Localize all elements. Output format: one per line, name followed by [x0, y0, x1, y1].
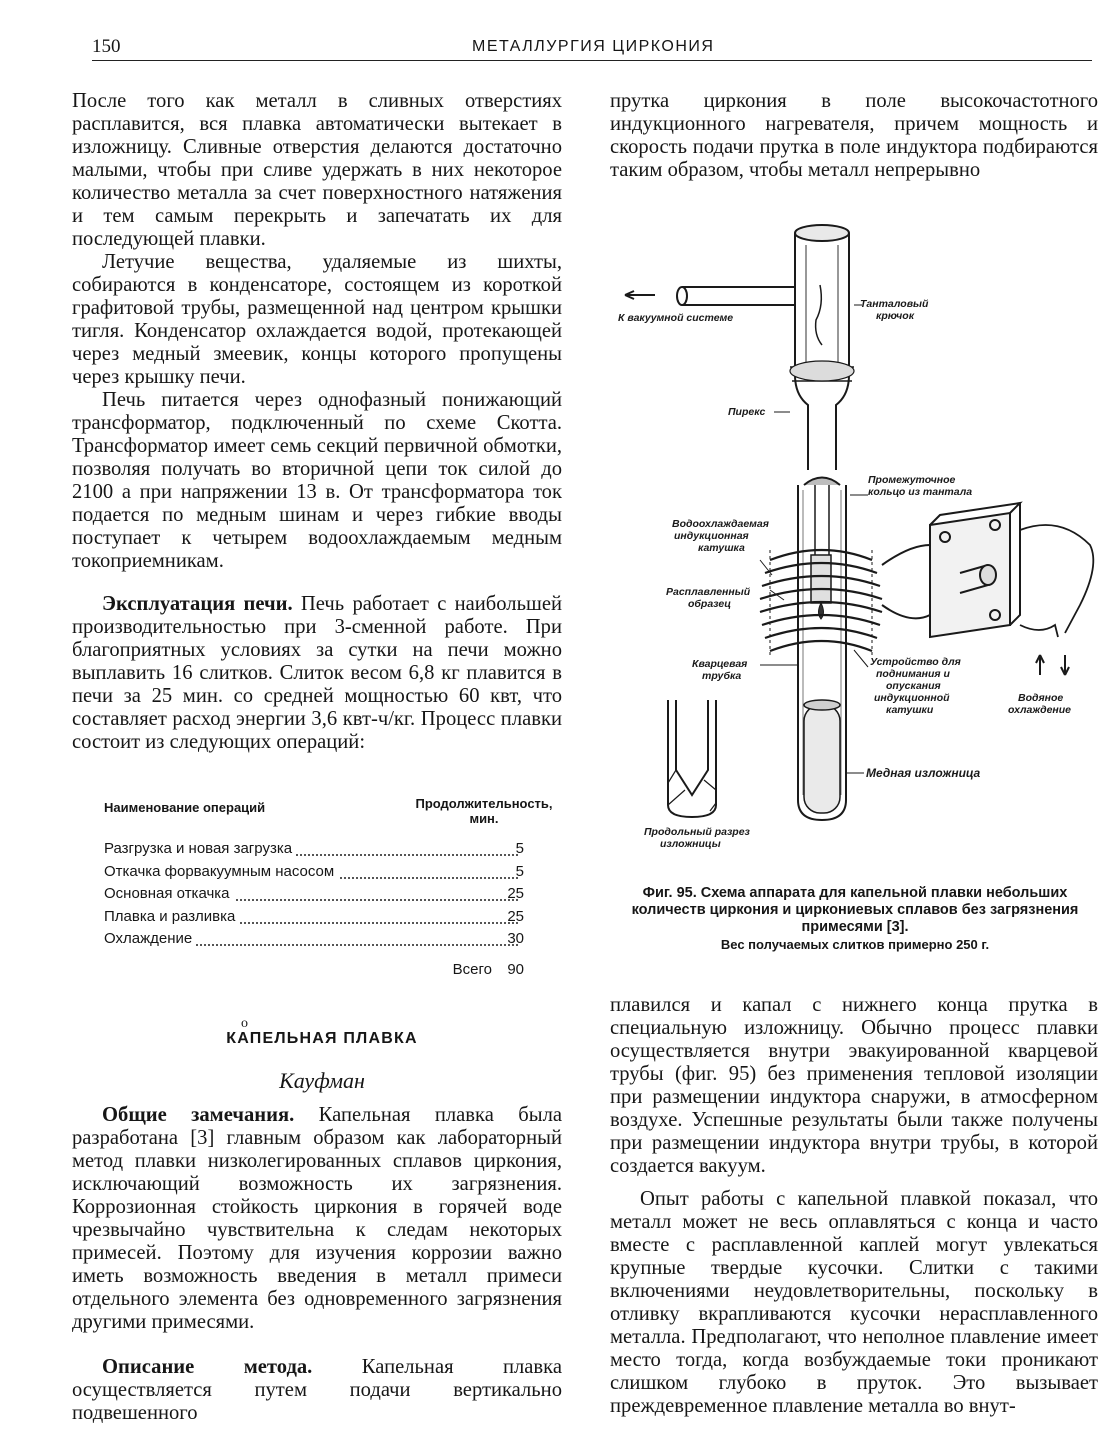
table-total-row	[104, 961, 564, 983]
apparatus-diagram	[610, 205, 1104, 865]
right-column-top	[610, 90, 1098, 182]
header-rule	[92, 60, 1092, 61]
operation-duration: 25	[507, 907, 524, 925]
operation-duration: 5	[515, 862, 524, 880]
label-water-cooling: Водяное	[1018, 692, 1064, 704]
total-label: Всего	[452, 960, 492, 978]
operation-duration: 30	[507, 930, 524, 947]
label-copper-mold: Медная изложница	[866, 766, 981, 780]
label-coil-device: катушки	[886, 704, 934, 716]
paragraph-text: Печь работает с наибольшей производительностью при 3-сменной работе. При благоприятных условиях за сутки на печи можно выплавить 16 слитков. Слиток весом 6,8 кг плавится в печи за 25 мин. со средней мощностью 60 квт, что составляет расход энергии 3,6 квт-ч/кг. Процесс плавки состоит из следующих операций:	[72, 593, 562, 753]
paragraph	[72, 593, 562, 754]
run-in-heading: Общие замечания.	[102, 1104, 295, 1126]
operation-name: Разгрузка и новая загрузка	[104, 840, 296, 857]
paragraph: Печь питается через однофазный понижающий трансформатор, подключенный по схеме Скотта. Трансформатор имеет семь секций первичной обмотки, позволяя получать во вторичной цепи ток силой до 2100 а при напряжении 13 в. От трансформатора ток подается по медным шинам и через гибкие вводы поступает к четырем водоохлаждаемым медным токоприемникам.	[72, 389, 562, 572]
operations-table	[104, 796, 564, 983]
section-mark: o	[241, 1016, 248, 1031]
label-molten-sample: Расплавленный	[666, 586, 751, 598]
table-header	[104, 796, 564, 840]
section-title: КАПЕЛЬНАЯ ПЛАВКА	[226, 1030, 418, 1047]
label-induction-coil: Водоохлаждаемая	[672, 518, 769, 530]
operation-duration: 5	[515, 840, 524, 857]
label-mold-section: Продольный разрез	[644, 826, 750, 838]
running-title: МЕТАЛЛУРГИЯ ЦИРКОНИЯ	[472, 38, 715, 55]
label-coil-device: опускания	[886, 680, 941, 692]
operation-name: Откачка форвакуумным насосом	[104, 863, 338, 880]
table-row	[104, 930, 564, 953]
label-quartz-tube: трубка	[702, 670, 742, 682]
table-row	[104, 885, 564, 908]
figure-caption	[610, 885, 1100, 953]
paragraph: Летучие вещества, удаляемые из шихты, собираются в конденсаторе, состоящем из короткой графитовой трубы, размещенной над центром крышки тигля. Конденсатор охлаждается водой, протекающей через медный змеевик, концы которого пропущены через крышку печи.	[72, 251, 562, 388]
caption-main: Фиг. 95. Схема аппарата для капельной плавки небольших количеств циркония и циркониевых сплавов без загрязнения примесями [3].	[631, 885, 1079, 935]
table-row	[104, 863, 564, 886]
label-induction-coil: индукционная	[674, 530, 749, 542]
caption-sub: Вес получаемых слитков примерно 250 г.	[720, 937, 990, 952]
paragraph: плавился и капал с нижнего конца прутка в специальную изложницу. Обычно процесс плавки осуществляется внутри эвакуированной кварцевой трубы (фиг. 95) без применения тепловой изоляции при размещении индуктора снаружи, в атмосферном воздухе. Успешные результаты были также получены при размещении индуктора внутри трубы, в которой создается вакуум.	[610, 994, 1098, 1177]
label-mold-section: изложницы	[660, 838, 721, 850]
operation-name: Основная откачка	[104, 885, 234, 902]
paragraph: После того как металл в сливных отверстиях расплавится, вся плавка автоматически вытекает в изложницу. Сливные отверстия делаются достаточно малыми, чтобы при сливе удержать в них некоторое количество металла за счет поверхностного натяжения и тем самым перекрыть и запечатать их для последующей плавки.	[72, 90, 562, 250]
label-vacuum-system: К вакуумной системе	[618, 312, 734, 324]
paragraph: прутка циркония в поле высокочастотного индукционного нагревателя, причем мощность и скорость подачи прутка в поле индуктора подбираются таким образом, чтобы металл непрерывно	[610, 90, 1098, 181]
paragraph: Опыт работы с капельной плавкой показал, что металл может не весь оплавляться с конца и часто вместе с расплавленной каплей могут увлекаться крупные твердые кусочки. Слитки с такими включениями неудовлетворительны, поскольку в отливку вкрапливаются кусочки нерасплавленного металла. Предполагают, что неполное плавление имеет место тогда, когда возбуждаемые токи проникают слишком глубоко в пруток. Это вызывает преждевременное плавление металла во внут-	[610, 1188, 1098, 1417]
table-row	[104, 908, 564, 931]
label-coil-device: поднимания и	[876, 668, 950, 680]
paragraph-text: Капельная плавка осуществляется путем подачи вертикально подвешенного	[72, 1356, 562, 1424]
label-coil-device: индукционной	[874, 692, 950, 704]
operation-name: Плавка и разливка	[104, 908, 239, 925]
operation-duration: 25	[507, 885, 524, 902]
table-row	[104, 840, 564, 863]
label-pyrex: Пирекс	[728, 406, 766, 418]
column-header: Наименование операций	[104, 800, 266, 815]
page-header	[92, 36, 1052, 60]
label-quartz-tube: Кварцевая	[692, 658, 748, 670]
label-coil-device: Устройство для	[870, 656, 961, 668]
left-column	[72, 90, 562, 754]
run-in-heading: Эксплуатация печи.	[102, 593, 293, 615]
label-induction-coil: катушка	[698, 542, 745, 554]
section-body	[72, 1104, 562, 1425]
total-value: 90	[507, 960, 524, 978]
right-column-bottom	[610, 994, 1098, 1418]
paragraph-text: Капельная плавка была разработана [3] главным образом как лабораторный метод плавки низколегированных сплавов циркония, исключающий возможность их загрязнения. Коррозионная стойкость циркония в горячей воде чрезвычайно чувствительна к следам некоторых примесей. Поэтому для изучения коррозии важно иметь возможность введения в металл примеси отдельного элемента без одновременного загрязнения другими примесями.	[72, 1104, 562, 1333]
section-author: Кауфман	[279, 1068, 365, 1093]
label-molten-sample: образец	[688, 598, 732, 610]
label-tantalum-ring: кольцо из тантала	[868, 486, 973, 498]
label-tantalum-hook: Танталовый	[860, 298, 929, 310]
paragraph	[72, 1356, 562, 1425]
page-number: 150	[92, 36, 121, 57]
label-tantalum-hook: крючок	[876, 310, 915, 322]
run-in-heading: Описание метода.	[102, 1356, 313, 1378]
apparatus-figure	[610, 205, 1104, 865]
label-tantalum-ring: Промежуточное	[868, 474, 956, 486]
label-water-cooling: охлаждение	[1008, 704, 1072, 716]
column-header: Продолжительность, мин.	[415, 796, 553, 826]
paragraph	[72, 1104, 562, 1334]
operation-name: Охлаждение	[104, 930, 196, 947]
